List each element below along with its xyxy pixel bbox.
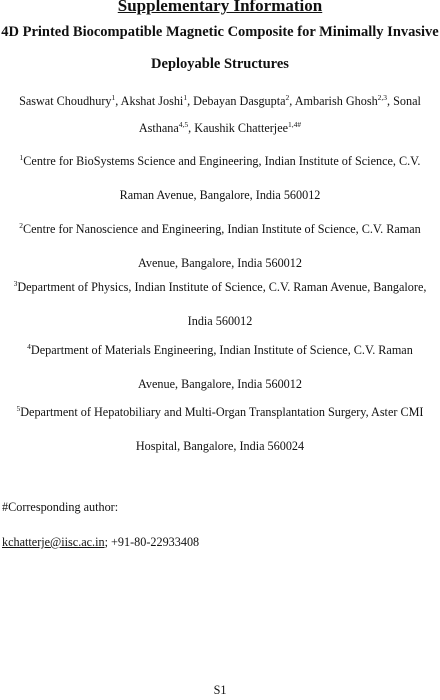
affiliation-number: 4 <box>27 342 31 351</box>
affiliation-number: 5 <box>16 404 21 413</box>
affiliation-4 <box>6 333 434 401</box>
affiliation-text: Department of Physics, Indian Institute of Science, C.V. Raman Avenue, Bangalore, India 560012 <box>17 280 427 328</box>
author-name: Akshat Joshi <box>120 94 184 108</box>
author-affiliation-marker: 2,3 <box>377 93 388 102</box>
affiliation-text: Department of Hepatobiliary and Multi-Organ Transplantation Surgery, Aster CMI Hospital, Bangalore, India 560024 <box>20 405 424 453</box>
author-separator: , <box>387 94 394 108</box>
corresponding-contact <box>2 535 199 550</box>
author-affiliation-marker: 1,4# <box>288 120 302 129</box>
author-list-line-1 <box>0 94 440 109</box>
author-name: Ambarish Ghosh <box>294 94 378 108</box>
author-list-line-2 <box>0 121 440 136</box>
author-separator: , <box>289 94 295 108</box>
affiliation-number: 3 <box>13 279 18 288</box>
author-affiliation-marker: 4,5 <box>178 120 189 129</box>
author-affiliation-marker: 1 <box>183 93 188 102</box>
author-name-part: Asthana <box>138 121 179 135</box>
affiliation-text: Department of Materials Engineering, Indian Institute of Science, C.V. Raman Avenue, Bangalore, India 560012 <box>30 343 413 391</box>
author-name: Kaushik Chatterjee <box>194 121 289 135</box>
author-separator: , <box>188 121 195 135</box>
affiliation-text: Centre for BioSystems Science and Engineering, Indian Institute of Science, C.V. Raman Avenue, Bangalore, India 560012 <box>23 154 421 202</box>
paper-title-line-1: 4D Printed Biocompatible Magnetic Composite for Minimally Invasive <box>1 24 439 40</box>
author-name: Debayan Dasgupta <box>193 94 286 108</box>
affiliation-3 <box>6 270 434 338</box>
affiliation-text: Centre for Nanoscience and Engineering, Indian Institute of Science, C.V. Raman Avenue, Bangalore, India 560012 <box>22 222 421 270</box>
email-link[interactable]: kchatterje@iisc.ac.in <box>2 535 105 549</box>
page-title: Supplementary Information <box>117 0 323 15</box>
author-name-part: Sonal <box>393 94 421 108</box>
paper-title-line-2: Deployable Structures <box>151 56 289 72</box>
affiliation-5 <box>6 395 434 463</box>
affiliation-1 <box>6 144 434 212</box>
affiliation-number: 1 <box>19 153 24 162</box>
author-name: Saswat Choudhury <box>19 94 112 108</box>
page-number: S1 <box>213 683 227 697</box>
author-separator: , <box>115 94 121 108</box>
phone-number: ; +91-80-22933408 <box>104 535 200 549</box>
author-affiliation-marker: 1 <box>111 93 116 102</box>
author-separator: , <box>187 94 194 108</box>
affiliation-number: 2 <box>19 221 23 230</box>
author-affiliation-marker: 2 <box>285 93 290 102</box>
corresponding-author-label: #Corresponding author: <box>2 500 119 514</box>
